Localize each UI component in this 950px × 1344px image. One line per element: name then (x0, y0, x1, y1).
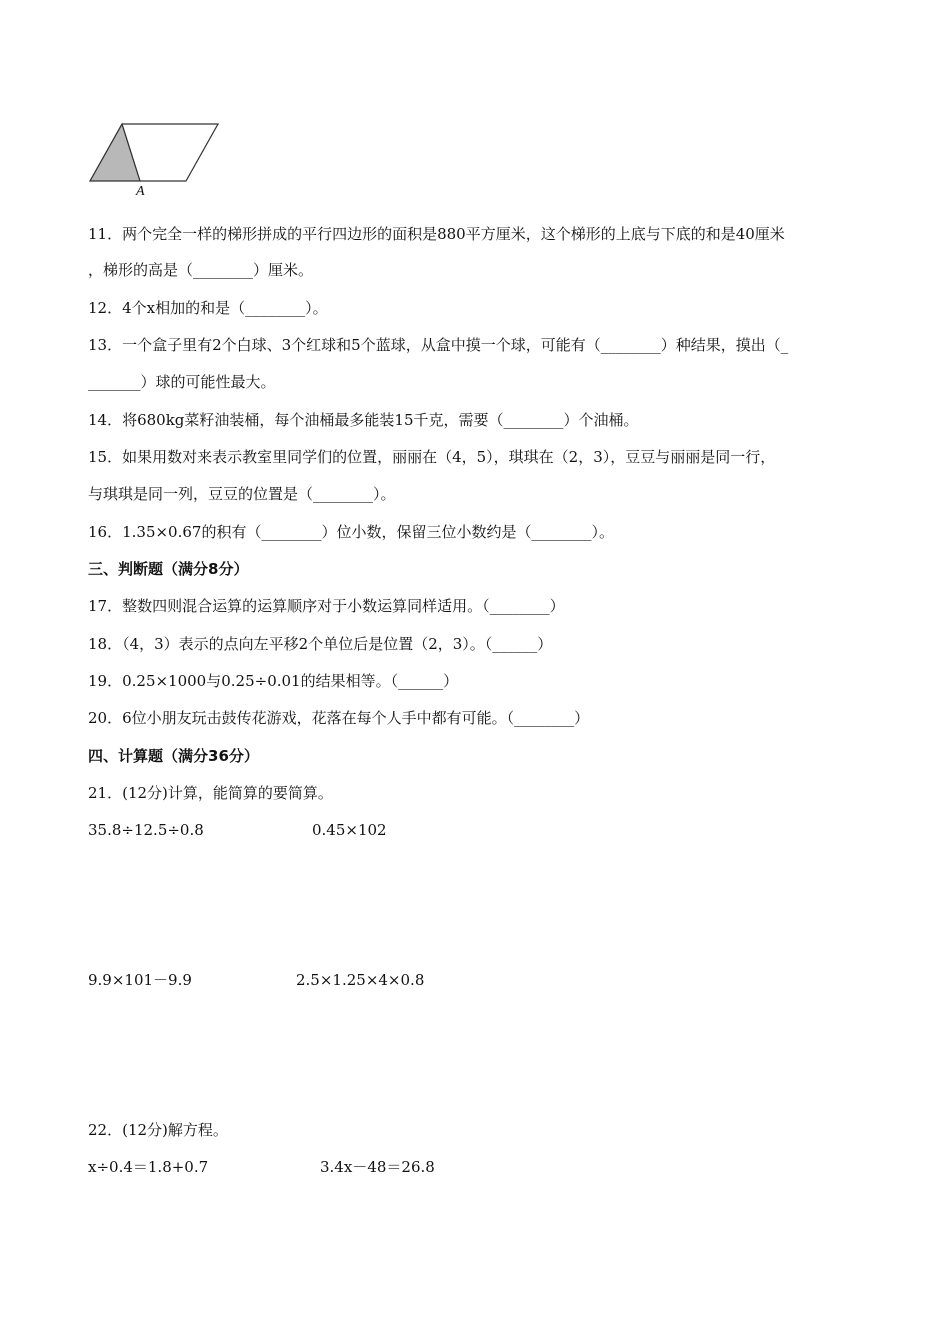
q17-text: 17．整数四则混合运算的运算顺序对于小数运算同样适用。（________） (88, 597, 565, 615)
q16-text: 16．1.35×0.67的积有（________）位小数，保留三位小数约是（________）。 (88, 523, 614, 541)
q15-line1: 15．如果用数对来表示教室里同学们的位置，丽丽在（4，5），琪琪在（2，3），豆豆与丽丽是同一行， (88, 448, 776, 466)
q22-expr1: x÷0.4＝1.8+0.7 (88, 1158, 209, 1176)
q22-expr2: 3.4x－48＝26.8 (320, 1158, 435, 1176)
q21-text: 21．(12分)计算，能简算的要简算。 (88, 784, 333, 802)
q15-line2: 与琪琪是同一列，豆豆的位置是（________）。 (88, 485, 396, 503)
q14-text: 14．将680kg菜籽油装桶，每个油桶最多能装15千克，需要（________）个油桶。 (88, 411, 639, 429)
q13-line1: 13．一个盒子里有2个白球、3个红球和5个蓝球，从盒中摸一个球，可能有（________）种结果，摸出（_ (88, 336, 789, 354)
parallelogram-diagram (88, 118, 222, 208)
q11-line2: ，梯形的高是（________）厘米。 (88, 261, 314, 279)
section4-title: 四、计算题（满分36分） (88, 747, 259, 765)
q19-text: 19．0.25×1000与0.25÷0.01的结果相等。（______） (88, 672, 459, 690)
q21-expr4: 2.5×1.25×4×0.8 (296, 971, 425, 989)
q13-line2: _______）球的可能性最大。 (88, 373, 276, 391)
point-label-a: A (136, 184, 145, 199)
section3-title: 三、判断题（满分8分） (88, 560, 249, 578)
q20-text: 20．6位小朋友玩击鼓传花游戏，花落在每个人手中都有可能。（________） (88, 709, 590, 727)
q18-text: 18．（4，3）表示的点向左平移2个单位后是位置（2，3）。（______） (88, 635, 553, 653)
q21-expr1: 35.8÷12.5÷0.8 (88, 821, 204, 839)
shaded-triangle (90, 124, 140, 181)
q22-text: 22．(12分)解方程。 (88, 1121, 228, 1139)
q12-text: 12．4个x相加的和是（________）。 (88, 299, 328, 317)
q21-expr3: 9.9×101－9.9 (88, 971, 192, 989)
q21-expr2: 0.45×102 (312, 821, 387, 839)
parallelogram-figure (88, 118, 222, 208)
q11-line1: 11．两个完全一样的梯形拼成的平行四边形的面积是880平方厘米，这个梯形的上底与下底的和是40厘米 (88, 225, 785, 243)
